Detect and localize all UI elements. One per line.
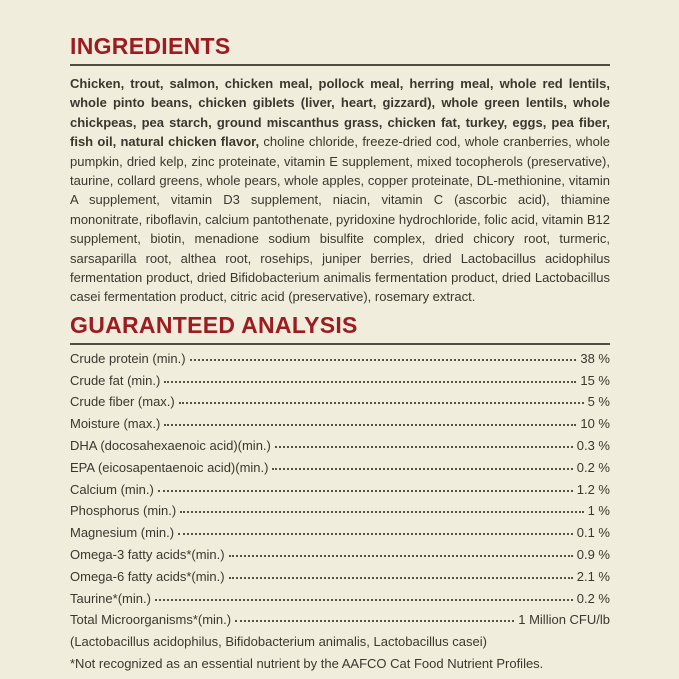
table-row	[70, 544, 610, 566]
dot-leader	[272, 468, 572, 470]
ingredients-section	[70, 34, 610, 307]
nutrient-value: 0.9 %	[576, 547, 610, 563]
table-row	[70, 479, 610, 501]
nutrient-name: Crude fat (min.)	[70, 372, 161, 388]
nutrient-name: Magnesium (min.)	[70, 525, 175, 541]
nutrient-name: Calcium (min.)	[70, 481, 154, 497]
microorganisms-detail: (Lactobacillus acidophilus, Bifidobacterium animalis, Lactobacillus casei)	[70, 634, 487, 650]
analysis-table	[70, 348, 610, 631]
nutrient-value: 0.2 %	[576, 590, 610, 606]
table-row	[70, 370, 610, 392]
dot-leader	[190, 359, 577, 361]
dot-leader	[164, 424, 576, 426]
nutrient-value: 2.1 %	[576, 568, 610, 584]
dot-leader	[229, 577, 573, 579]
table-row	[70, 566, 610, 588]
nutrient-name: DHA (docosahexaenoic acid)(min.)	[70, 438, 271, 454]
table-row	[70, 391, 610, 413]
dot-leader	[164, 381, 576, 383]
nutrient-name: Crude protein (min.)	[70, 350, 186, 366]
table-row	[70, 588, 610, 610]
nutrient-value: 0.1 %	[576, 525, 610, 541]
ingredients-primary-list: Chicken, trout, salmon, chicken meal, pollock meal, herring meal, whole red lentils, whole pinto beans, chicken giblets (liver, heart, gizzard), whole green lentils, whole chickpeas, pea starch, ground miscanthus grass, chicken fat, turkey, eggs, pea fiber, fish oil, natural chicken flavor,	[70, 76, 610, 150]
nutrient-value: 1 %	[587, 503, 610, 519]
nutrient-name: Phosphorus (min.)	[70, 503, 177, 519]
dot-leader	[229, 555, 573, 557]
ingredients-title: INGREDIENTS	[70, 33, 231, 59]
dot-leader	[179, 402, 584, 404]
ingredients-text	[70, 74, 610, 307]
guaranteed-analysis-divider	[70, 343, 610, 345]
nutrient-value: 38 %	[580, 350, 610, 366]
nutrient-name: Taurine*(min.)	[70, 590, 151, 606]
dot-leader	[155, 599, 573, 601]
nutrient-value: 15 %	[580, 372, 610, 388]
dot-leader	[158, 490, 573, 492]
nutrient-name: Total Microorganisms*(min.)	[70, 612, 232, 628]
nutrient-value: 10 %	[580, 416, 610, 432]
dot-leader	[235, 620, 514, 622]
nutrient-value: 1 Million CFU/lb	[518, 612, 610, 628]
aafco-footnote: *Not recognized as an essential nutrient by the AAFCO Cat Food Nutrient Profiles.	[70, 656, 544, 672]
dot-leader	[180, 511, 583, 513]
table-row	[70, 457, 610, 479]
table-row	[70, 609, 610, 631]
guaranteed-analysis-section	[70, 313, 610, 675]
nutrient-value: 5 %	[587, 394, 610, 410]
nutrient-name: Crude fiber (max.)	[70, 394, 175, 410]
table-row	[70, 348, 610, 370]
nutrient-name: Omega-6 fatty acids*(min.)	[70, 568, 225, 584]
nutrient-value: 0.2 %	[576, 459, 610, 475]
table-row	[70, 413, 610, 435]
table-row	[70, 522, 610, 544]
nutrient-value: 0.3 %	[576, 438, 610, 454]
guaranteed-analysis-title: GUARANTEED ANALYSIS	[70, 311, 358, 338]
dot-leader	[178, 533, 573, 535]
nutrient-name: Moisture (max.)	[70, 416, 161, 432]
nutrient-name: Omega-3 fatty acids*(min.)	[70, 547, 225, 563]
nutrient-name: EPA (eicosapentaenoic acid)(min.)	[70, 459, 269, 475]
ingredients-secondary-list: choline chloride, freeze-dried cod, whole cranberries, whole pumpkin, dried kelp, zinc proteinate, vitamin E supplement, mixed tocopherols (preservative), taurine, collard greens, whole pears, whole apples, copper proteinate, DL-methionine, vitamin A supplement, vitamin D3 supplement, niacin, vitamin C (ascorbic acid), thiamine mononitrate, riboflavin, calcium pantothenate, pyridoxine hydrochloride, folic acid, vitamin B12 supplement, biotin, menadione sodium bisulfite complex, dried chicory root, turmeric, sarsaparilla root, althea root, rosehips, juniper berries, dried Lactobacillus acidophilus fermentation product, dried Bifidobacterium animalis fermentation product, dried Lactobacillus casei fermentation product, citric acid (preservative), rosemary extract.	[70, 134, 610, 305]
table-row	[70, 500, 610, 522]
dot-leader	[275, 446, 573, 448]
ingredients-divider	[70, 64, 610, 66]
nutrient-value: 1.2 %	[576, 481, 610, 497]
table-row	[70, 435, 610, 457]
